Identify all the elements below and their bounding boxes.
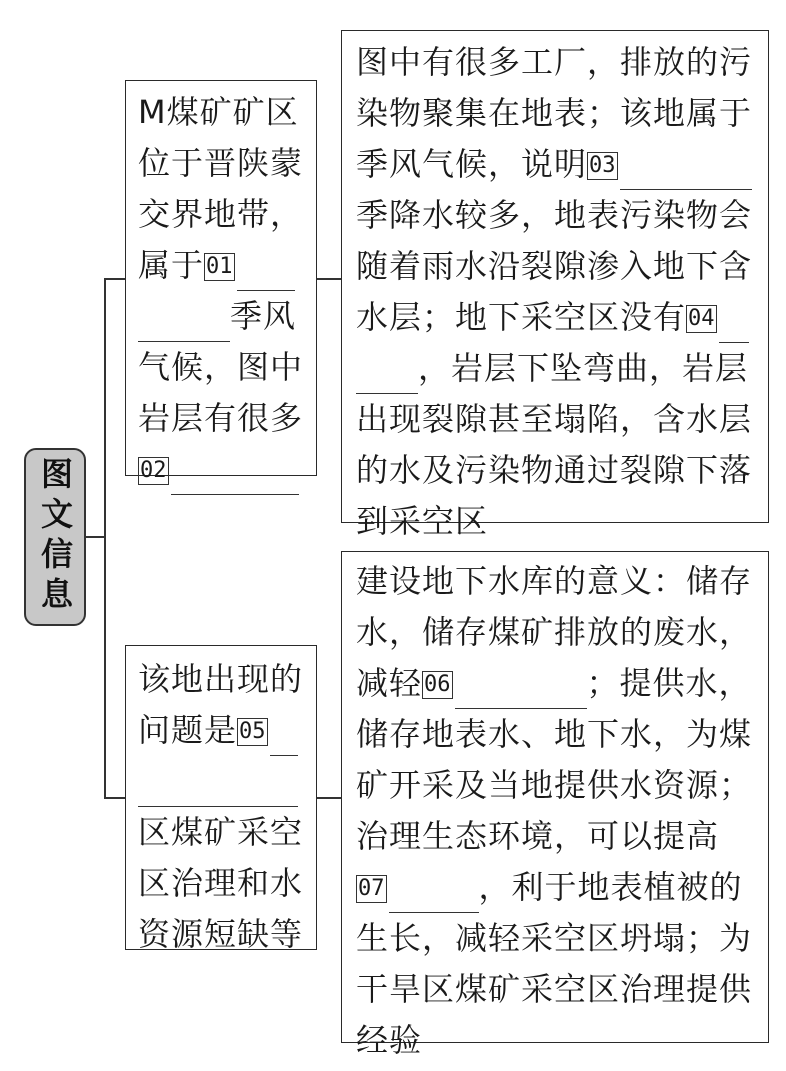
connector-to-box3 (104, 797, 126, 799)
connector-left-vertical (104, 278, 106, 798)
box4-line10: 经验 (356, 1021, 423, 1059)
connector-root (86, 536, 106, 538)
box4-line2: 水，储存煤矿排放的废水， (356, 613, 753, 651)
box4-line5: 矿开采及当地提供水资源； (356, 766, 753, 804)
box4-line6: 治理生态环境，可以提高 (356, 817, 720, 855)
box3-line3: 区煤矿采空 (138, 813, 304, 851)
box4-line4: 储存地表水、地下水，为煤 (356, 715, 753, 753)
blank-number-02: 02 (140, 458, 167, 483)
answer-blank-02[interactable] (171, 454, 299, 495)
box2-line9: 的水及污染物通过裂隙下落 (356, 451, 753, 489)
box1-line3: 交界地带， (138, 195, 304, 233)
blank-number-05: 05 (239, 719, 266, 744)
connector-to-box1 (104, 278, 126, 280)
box-pollution-analysis (341, 30, 769, 540)
answer-blank-05-cont[interactable] (138, 766, 298, 807)
blank-number-03: 03 (589, 153, 616, 178)
answer-blank-04-cont[interactable] (356, 353, 418, 394)
box4-line7: 07 ，利于地表植被的 (356, 862, 768, 913)
box3-line2: 问题是05 (138, 705, 316, 756)
box2-line7: ，岩层下坠弯曲，岩层 (356, 343, 768, 394)
box2-line5: 随着雨水沿裂隙渗入地下含 (356, 247, 753, 285)
answer-blank-06[interactable] (455, 668, 587, 709)
box-location-info (125, 80, 317, 483)
box1-line6: 气候，图中 (138, 348, 304, 386)
root-node (24, 448, 86, 626)
blank-number-01: 01 (206, 254, 233, 279)
box4-line9: 干旱区煤矿采空区治理提供 (356, 970, 753, 1008)
box3-blank-line (138, 756, 316, 807)
box3-line4: 区治理和水 (138, 864, 304, 902)
answer-blank-03[interactable] (620, 149, 752, 190)
box1-line1: M煤矿矿区 (138, 93, 299, 131)
box1-line7: 岩层有很多 (138, 399, 304, 437)
box2-line1: 图中有很多工厂，排放的污 (356, 43, 753, 81)
box2-line2: 染物聚集在地表；该地属于 (356, 94, 753, 132)
connector-box1-box2 (316, 278, 342, 280)
box2-line6: 水层；地下采空区没有04 (356, 292, 768, 343)
answer-blank-01-cont[interactable] (138, 301, 230, 342)
box1-line2: 位于晋陕蒙 (138, 144, 304, 182)
box4-line1: 建设地下水库的意义：储存 (356, 562, 753, 600)
box2-line10: 到采空区 (356, 502, 489, 540)
answer-blank-01[interactable] (237, 250, 295, 291)
box2-line8: 出现裂隙甚至塌陷，含水层 (356, 400, 753, 438)
box4-line8: 生长，减轻采空区坍塌；为 (356, 919, 753, 957)
connector-box3-box4 (316, 797, 342, 799)
box3-line5: 资源短缺等 (138, 915, 304, 953)
answer-blank-04[interactable] (719, 302, 749, 343)
answer-blank-05[interactable] (270, 715, 298, 756)
box-reservoir-significance (341, 551, 769, 1059)
blank-number-04: 04 (688, 306, 715, 331)
box3-line1: 该地出现的 (138, 660, 304, 698)
box1-line8 (138, 444, 316, 495)
box2-line3: 季风气候，说明03 (356, 139, 768, 190)
box-problems (125, 645, 317, 953)
box4-line3: 减轻06 ；提供水， (356, 658, 768, 709)
blank-number-07: 07 (358, 876, 385, 901)
box1-line4: 属于01 (138, 240, 316, 291)
box2-line4: 季降水较多，地表污染物会 (356, 196, 753, 234)
box1-line5: 季风 (138, 291, 316, 342)
blank-number-06: 06 (424, 672, 451, 697)
root-label: 图文信息 (36, 457, 74, 617)
answer-blank-07[interactable] (389, 872, 479, 913)
